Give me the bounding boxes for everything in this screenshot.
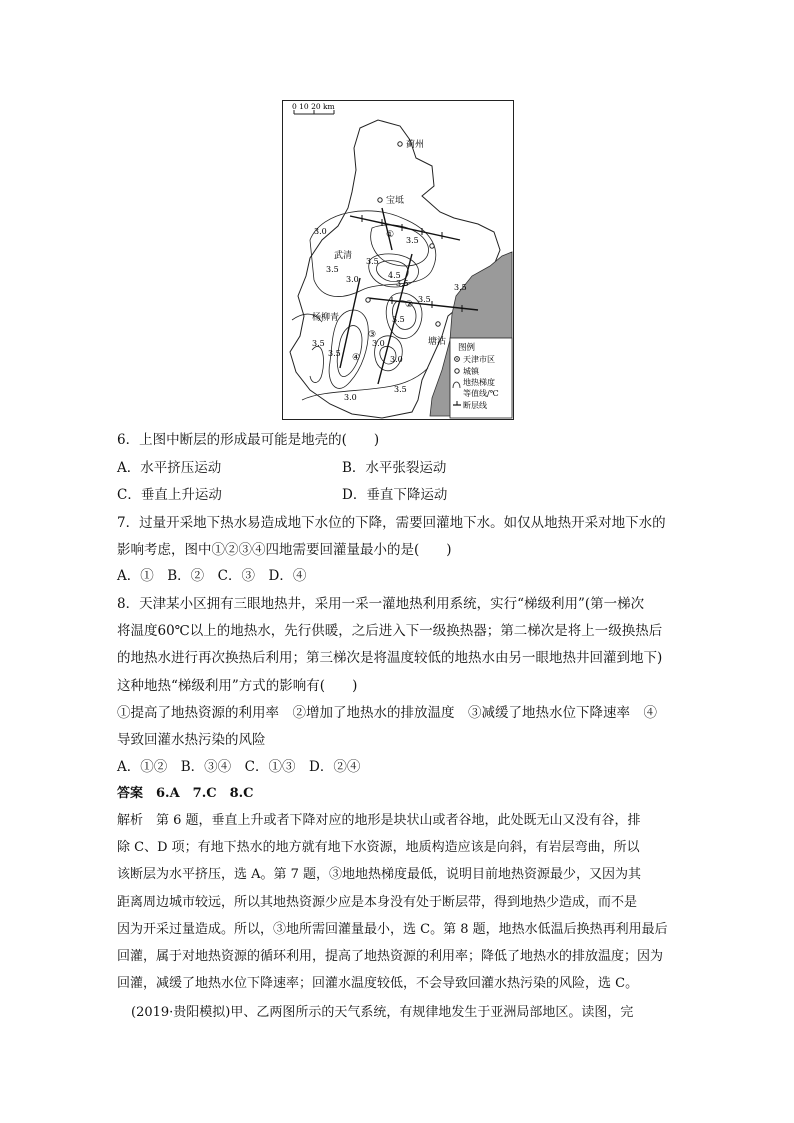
- svg-text:3.5: 3.5: [366, 257, 379, 266]
- scale-label: 0 10 20 km: [292, 102, 335, 111]
- analysis-line5: 因为开采过量造成。所以，③地所需回灌量最小，选 C。第 8 题，地热水低温后换热再利用最后: [117, 922, 668, 937]
- svg-text:3.5: 3.5: [394, 385, 407, 394]
- svg-text:3.0: 3.0: [314, 227, 327, 236]
- legend-town: 城镇: [463, 367, 479, 376]
- next-question-intro: (2019·贵阳模拟)甲、乙两图所示的天气系统，有规律地发生于亚洲局部地区。读图，完: [131, 1005, 634, 1020]
- q7-line1: 7．过量开采地下热水易造成地下水位的下降，需要回灌地下水。如仅从地热开采对地下水的: [117, 515, 666, 531]
- analysis-line7: 回灌，减缓了地热水位下降速率；回灌水温度较低，不会导致回灌水热污染的风险，选 C。: [117, 976, 639, 991]
- q7-options: A．① B．② C．③ D．④: [117, 568, 307, 584]
- svg-text:3.0: 3.0: [372, 339, 385, 348]
- town-baodi: 宝坻: [386, 196, 405, 206]
- svg-text:4.5: 4.5: [388, 271, 401, 280]
- svg-text:3.5: 3.5: [418, 295, 431, 304]
- q6-option-b: B．水平张裂运动: [342, 460, 447, 476]
- town-tanggu: 塘沽: [428, 337, 447, 347]
- svg-text:3.5: 3.5: [454, 283, 467, 292]
- answer-line: 答案 6.A 7.C 8.C: [117, 786, 254, 801]
- q6-option-c: C．垂直上升运动: [117, 487, 222, 503]
- legend-gradient: 地热梯度: [463, 378, 495, 387]
- q6-option-a: A．水平挤压运动: [117, 460, 222, 476]
- q8-line6: 导致回灌水热污染的风险: [117, 732, 266, 748]
- geothermal-map: [282, 100, 514, 420]
- q8-line4: 这种地热“梯级利用”方式的影响有( ): [117, 678, 358, 694]
- town-jizhou: 蓟州: [406, 140, 425, 150]
- map-svg: [282, 100, 514, 420]
- svg-text:3.5: 3.5: [326, 265, 339, 274]
- marker-4: ④: [352, 353, 361, 363]
- marker-3: ③: [368, 330, 377, 340]
- q8-line2: 将温度60℃以上的地热水，先行供暖，之后进入下一级换热器；第二梯次是将上一级换热后: [117, 623, 663, 639]
- legend-isoline: 等值线/℃: [463, 389, 499, 398]
- svg-text:3.5: 3.5: [396, 279, 409, 288]
- legend-title: 图例: [458, 343, 476, 353]
- q6-stem: 6．上图中断层的形成最可能是地壳的( ): [117, 432, 380, 448]
- q7-line2: 影响考虑，图中①②③④四地需要回灌量最小的是( ): [117, 542, 452, 558]
- q8-line1: 8．天津某小区拥有三眼地热井，采用一采一灌地热利用系统，实行“梯级利用”(第一梯次: [117, 596, 645, 612]
- legend-fault: 断层线: [463, 401, 487, 410]
- q6-option-d: D．垂直下降运动: [342, 487, 448, 503]
- town-wuqing: 武清: [334, 251, 353, 261]
- svg-text:3.0: 3.0: [346, 275, 359, 284]
- q8-line3: 的地热水进行再次换热后利用；第三梯次是将温度较低的地热水由另一眼地热井回灌到地下): [117, 650, 663, 666]
- analysis-line3: 该断层为水平挤压，选 A。第 7 题，③地地热梯度最低，说明目前地热资源最少，又因为其: [117, 867, 642, 882]
- svg-text:3.5: 3.5: [392, 315, 405, 324]
- svg-text:3.5: 3.5: [328, 349, 341, 358]
- map-legend: [450, 338, 512, 418]
- analysis-line1: 解析 第 6 题，垂直上升或者下降对应的地形是块状山或者谷地，此处既无山又没有谷，排: [117, 813, 641, 828]
- town-yangliuqing: 杨柳青: [312, 313, 340, 323]
- svg-text:3.5: 3.5: [406, 236, 419, 245]
- svg-text:3.5: 3.5: [312, 339, 325, 348]
- marker-1: ①: [386, 230, 395, 240]
- svg-text:3.0: 3.0: [390, 355, 403, 364]
- q8-options: A．①② B．③④ C．①③ D．②④: [117, 759, 361, 775]
- analysis-line4: 距离周边城市较远，所以其地热资源少应是本身没有处于断层带，得到地热少造成，而不是: [117, 895, 638, 910]
- legend-urban: 天津市区: [463, 355, 495, 364]
- svg-text:3.0: 3.0: [344, 393, 357, 402]
- q8-line5: ①提高了地热资源的利用率 ②增加了地热水的排放温度 ③减缓了地热水位下降速率 ④: [117, 705, 657, 721]
- analysis-line2: 除 C、D 项；有地下热水的地方就有地下水资源，地质构造应该是向斜，有岩层弯曲，所以: [117, 840, 640, 855]
- marker-2: ②: [405, 300, 414, 310]
- analysis-line6: 回灌，属于对地热资源的循环利用，提高了地热资源的利用率；降低了地热水的排放温度；因为: [117, 949, 664, 964]
